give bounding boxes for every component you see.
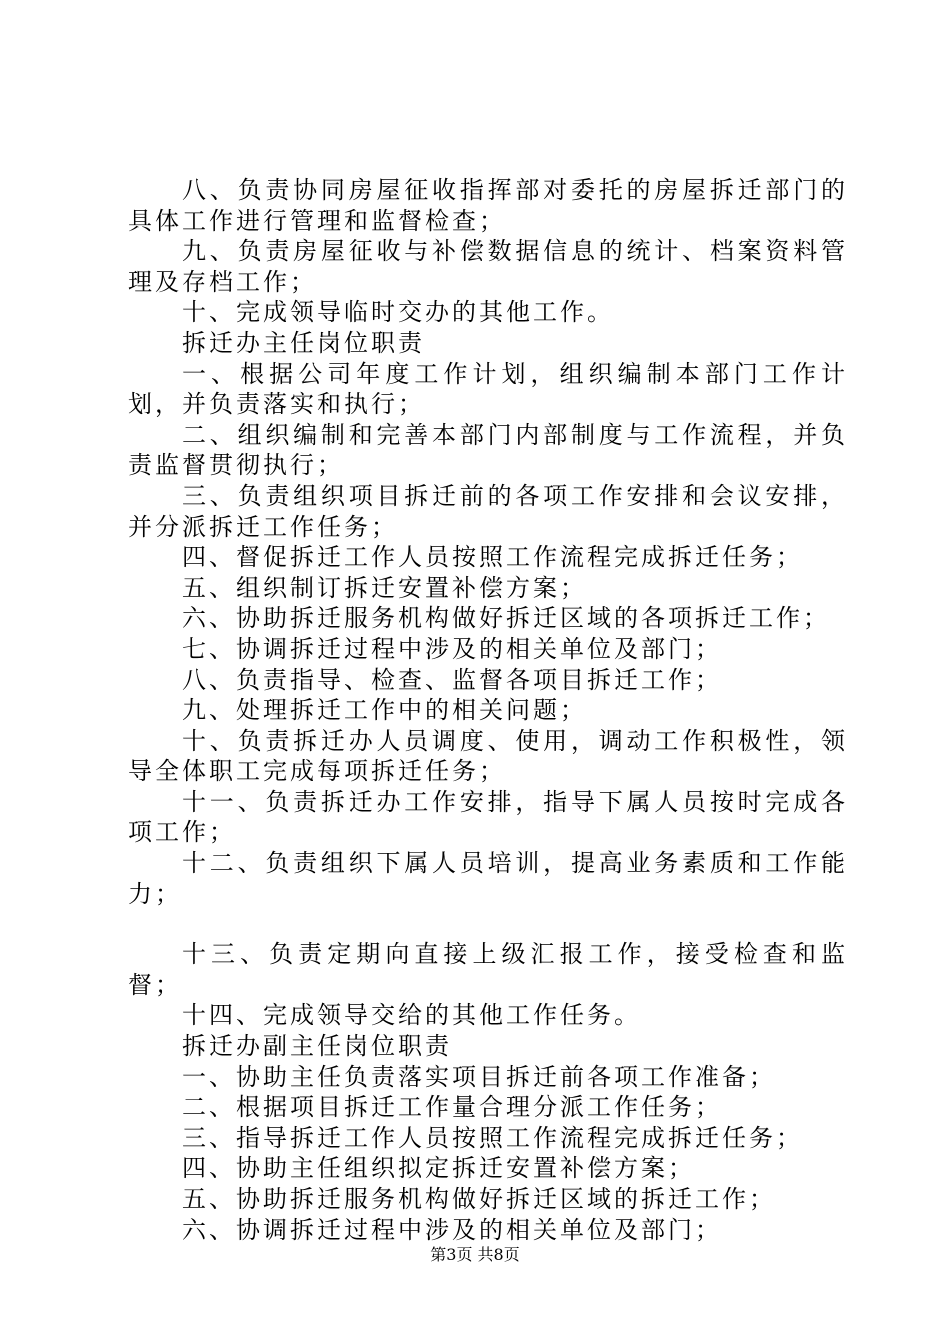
paragraph: 四、督促拆迁工作人员按照工作流程完成拆迁任务； bbox=[182, 543, 803, 572]
paragraph: 十四、完成领导交给的其他工作任务。 bbox=[182, 1001, 641, 1030]
paragraph: 十、完成领导临时交办的其他工作。 bbox=[182, 298, 614, 327]
paragraph: 八、负责指导、检查、监督各项目拆迁工作； bbox=[182, 665, 722, 694]
document-body bbox=[128, 175, 848, 1245]
paragraph: 一、根据公司年度工作计划，组织编制本部门工作计划，并负责落实和执行； bbox=[128, 359, 848, 419]
paragraph: 十一、负责拆迁办工作安排，指导下属人员按时完成各项工作； bbox=[128, 787, 848, 847]
paragraph: 五、组织制订拆迁安置补偿方案； bbox=[182, 573, 587, 602]
paragraph: 十、负责拆迁办人员调度、使用，调动工作积极性，领导全体职工完成每项拆迁任务； bbox=[128, 726, 848, 786]
paragraph: 一、协助主任负责落实项目拆迁前各项工作准备； bbox=[182, 1062, 776, 1091]
paragraph: 三、指导拆迁工作人员按照工作流程完成拆迁任务； bbox=[182, 1123, 803, 1152]
paragraph: 九、处理拆迁工作中的相关问题； bbox=[182, 696, 587, 725]
paragraph: 六、协调拆迁过程中涉及的相关单位及部门； bbox=[182, 1215, 722, 1244]
paragraph: 五、协助拆迁服务机构做好拆迁区域的拆迁工作； bbox=[182, 1185, 776, 1213]
paragraph: 二、组织编制和完善本部门内部制度与工作流程，并负责监督贯彻执行； bbox=[128, 420, 848, 480]
paragraph: 八、负责协同房屋征收指挥部对委托的房屋拆迁部门的具体工作进行管理和监督检查； bbox=[128, 176, 848, 235]
paragraph: 七、协调拆迁过程中涉及的相关单位及部门； bbox=[182, 634, 722, 663]
paragraph: 九、负责房屋征收与补偿数据信息的统计、档案资料管理及存档工作； bbox=[128, 237, 848, 296]
paragraph: 三、负责组织项目拆迁前的各项工作安排和会议安排，并分派拆迁工作任务； bbox=[128, 481, 848, 541]
page-number-footer: 第3页 共8页 bbox=[430, 1245, 520, 1264]
paragraph: 六、协助拆迁服务机构做好拆迁区域的各项拆迁工作； bbox=[182, 604, 830, 633]
paragraph: 四、协助主任组织拟定拆迁安置补偿方案； bbox=[182, 1154, 695, 1183]
paragraph: 十三、负责定期向直接上级汇报工作，接受检查和监督； bbox=[128, 940, 848, 999]
section-heading: 拆迁办副主任岗位职责 bbox=[182, 1032, 452, 1061]
paragraph: 二、根据项目拆迁工作量合理分派工作任务； bbox=[182, 1093, 722, 1122]
paragraph: 十二、负责组织下属人员培训，提高业务素质和工作能力； bbox=[128, 849, 848, 908]
section-heading: 拆迁办主任岗位职责 bbox=[182, 328, 425, 357]
